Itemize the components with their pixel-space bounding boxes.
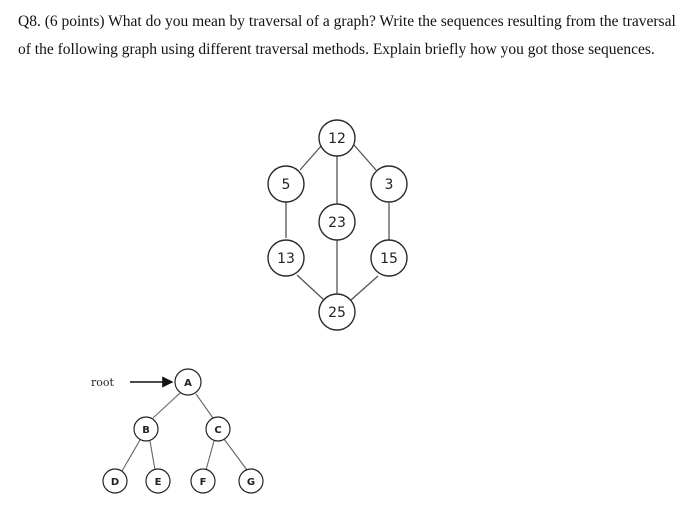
edge-15-25 bbox=[351, 276, 378, 300]
tree-node-label: E bbox=[154, 477, 162, 488]
question-text: Q8. (6 points) What do you mean by traversal of a graph? Write the sequences resulting from the traversal of the following graph using different traversal methods. Explain briefly how you got those sequences. bbox=[18, 13, 676, 58]
tree-node-A bbox=[175, 369, 201, 395]
graph-node-25 bbox=[319, 294, 355, 330]
edge-A-C bbox=[196, 394, 213, 418]
tree-node-D bbox=[103, 469, 127, 493]
graph-node-label: 5 bbox=[281, 177, 291, 193]
graph-node-23 bbox=[319, 204, 355, 240]
graph-node-12 bbox=[319, 120, 355, 156]
graph-node-label: 12 bbox=[328, 131, 346, 147]
graph-node-15 bbox=[371, 240, 407, 276]
tree-node-label: G bbox=[246, 477, 256, 488]
graph-node-label: 15 bbox=[380, 251, 398, 267]
tree-node-F bbox=[191, 469, 215, 493]
graph-node-13 bbox=[268, 240, 304, 276]
tree-node-G bbox=[239, 469, 263, 493]
tree-node-label: F bbox=[199, 477, 207, 488]
graph-node-label: 3 bbox=[384, 177, 394, 193]
edge-B-D bbox=[122, 440, 140, 471]
root-label: root bbox=[91, 376, 114, 389]
tree-figure bbox=[91, 369, 263, 493]
edge-13-25 bbox=[297, 275, 324, 300]
tree-node-label: C bbox=[214, 425, 222, 436]
tree-node-B bbox=[134, 417, 158, 441]
graph-node-label: 25 bbox=[328, 305, 346, 321]
graph-node-label: 23 bbox=[328, 215, 346, 231]
graph-nodes bbox=[268, 120, 407, 330]
edge-A-B bbox=[153, 393, 180, 418]
tree-node-label: A bbox=[184, 378, 192, 389]
edge-B-E bbox=[150, 441, 155, 470]
graph-node-3 bbox=[371, 166, 407, 202]
edge-C-F bbox=[206, 441, 214, 470]
tree-node-C bbox=[206, 417, 230, 441]
tree-node-E bbox=[146, 469, 170, 493]
edge-C-G bbox=[224, 439, 247, 470]
edge-12-3 bbox=[354, 145, 376, 170]
tree-node-label: B bbox=[142, 425, 150, 436]
graph-node-label: 13 bbox=[277, 251, 295, 267]
tree-node-label: D bbox=[110, 477, 120, 488]
edge-12-5 bbox=[300, 145, 322, 170]
graph-node-5 bbox=[268, 166, 304, 202]
